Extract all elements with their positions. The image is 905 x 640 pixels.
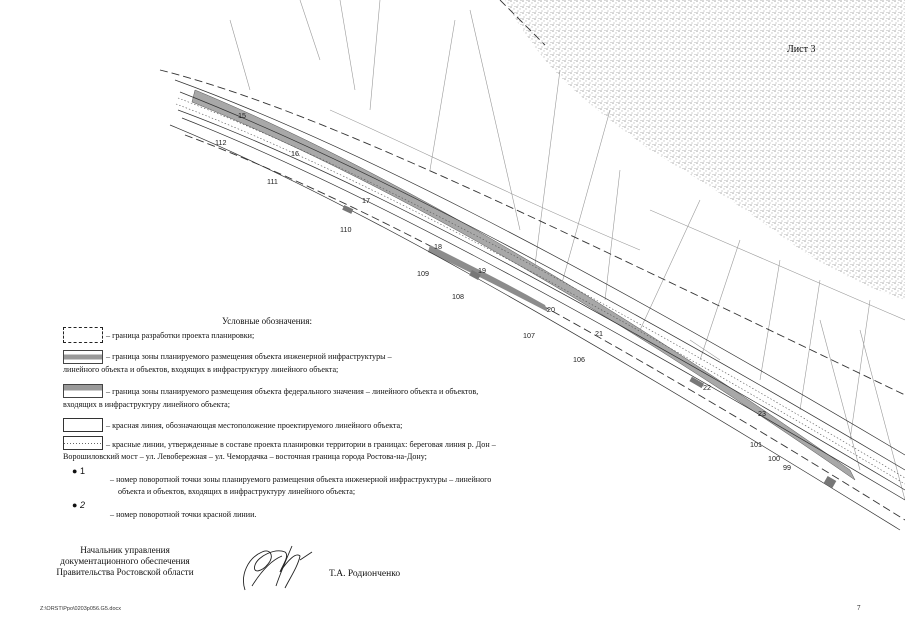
map-label: 16 bbox=[291, 149, 299, 158]
marker-number: 1 bbox=[79, 466, 85, 476]
legend-item-6-line2: объекта и объектов, входящих в инфраструктуру линейного объекта; bbox=[118, 487, 356, 496]
federal-zone-segment bbox=[428, 245, 548, 312]
signature-name: Т.А. Родионченко bbox=[329, 569, 401, 579]
signature-position-line3: Правительства Ростовской области bbox=[56, 567, 194, 577]
map-label: 21 bbox=[595, 329, 603, 338]
signature-position-line1: Начальник управления bbox=[80, 545, 170, 555]
river-area bbox=[505, 0, 905, 300]
signature-position bbox=[40, 545, 210, 578]
legend-item-5-line1: – красные линии, утвержденные в составе проекта планировки территории в границах: береговая линия р. Дон – bbox=[106, 440, 496, 449]
handwritten-signature bbox=[244, 546, 312, 590]
map-label: 20 bbox=[547, 305, 555, 314]
legend-item-6-line1: – номер поворотной точки зоны планируемого размещения объекта инженерной инфраструктуры – линейного bbox=[110, 475, 492, 484]
legend-item-7: – номер поворотной точки красной линии. bbox=[110, 510, 257, 519]
map-label: 109 bbox=[417, 269, 429, 278]
map-label: 108 bbox=[452, 292, 464, 301]
map-label: 15 bbox=[238, 111, 246, 120]
map-label: 101 bbox=[750, 440, 762, 449]
legend-item-3-line2: входящих в инфраструктуру линейного объекта; bbox=[63, 400, 231, 409]
swatch-infrastructure-zone bbox=[63, 350, 103, 364]
map-label: 111 bbox=[267, 177, 278, 186]
map-label: 100 bbox=[768, 454, 780, 463]
signature-position-line2: документационного обеспечения bbox=[60, 556, 190, 566]
swatch-planning-boundary bbox=[63, 327, 103, 343]
marker-number: 2 bbox=[79, 500, 85, 510]
legend-item-2-line1: – граница зоны планируемого размещения объекта инженерной инфраструктуры – bbox=[106, 352, 392, 361]
dot-icon: ● bbox=[72, 500, 78, 510]
legend-item-5-line2: Ворошиловский мост – ул. Левобережная – ул. Чемордачка – восточная граница города Ростова-на-Дону; bbox=[63, 452, 427, 461]
swatch-red-line bbox=[63, 418, 103, 432]
map-label: 106 bbox=[573, 355, 585, 364]
page-number: 7 bbox=[857, 604, 861, 612]
swatch-federal-zone bbox=[63, 384, 103, 398]
map-label: 17 bbox=[362, 196, 370, 205]
map-label: 18 bbox=[434, 242, 442, 251]
map-label: 19 bbox=[478, 266, 486, 275]
map-label: 23 bbox=[758, 409, 766, 418]
legend-item-1: – граница разработки проекта планировки; bbox=[106, 331, 255, 340]
dot-icon: ● bbox=[72, 466, 78, 476]
legend-marker-2 bbox=[72, 500, 85, 511]
legend-item-2-line2: линейного объекта и объектов, входящих в инфраструктуру линейного объекта; bbox=[63, 365, 339, 374]
legend-title: Условные обозначения: bbox=[222, 316, 313, 326]
map-label: 99 bbox=[783, 463, 791, 472]
legend-marker-1 bbox=[72, 466, 85, 477]
map-label: 110 bbox=[340, 225, 352, 234]
map-label: 107 bbox=[523, 331, 535, 340]
map-label: 22 bbox=[703, 383, 711, 392]
legend-item-3-line1: – граница зоны планируемого размещения объекта федерального значения – линейного объекта и объектов, bbox=[106, 387, 479, 396]
swatch-approved-red-line bbox=[63, 436, 103, 450]
legend-item-4: – красная линия, обозначающая местоположение проектируемого линейного объекта; bbox=[106, 421, 403, 430]
footer-file-path: Z:\ORST\Ppo\0203p056.G5.docx bbox=[40, 606, 122, 612]
map-label: 112 bbox=[215, 138, 227, 147]
sheet-label: Лист 3 bbox=[787, 44, 816, 55]
